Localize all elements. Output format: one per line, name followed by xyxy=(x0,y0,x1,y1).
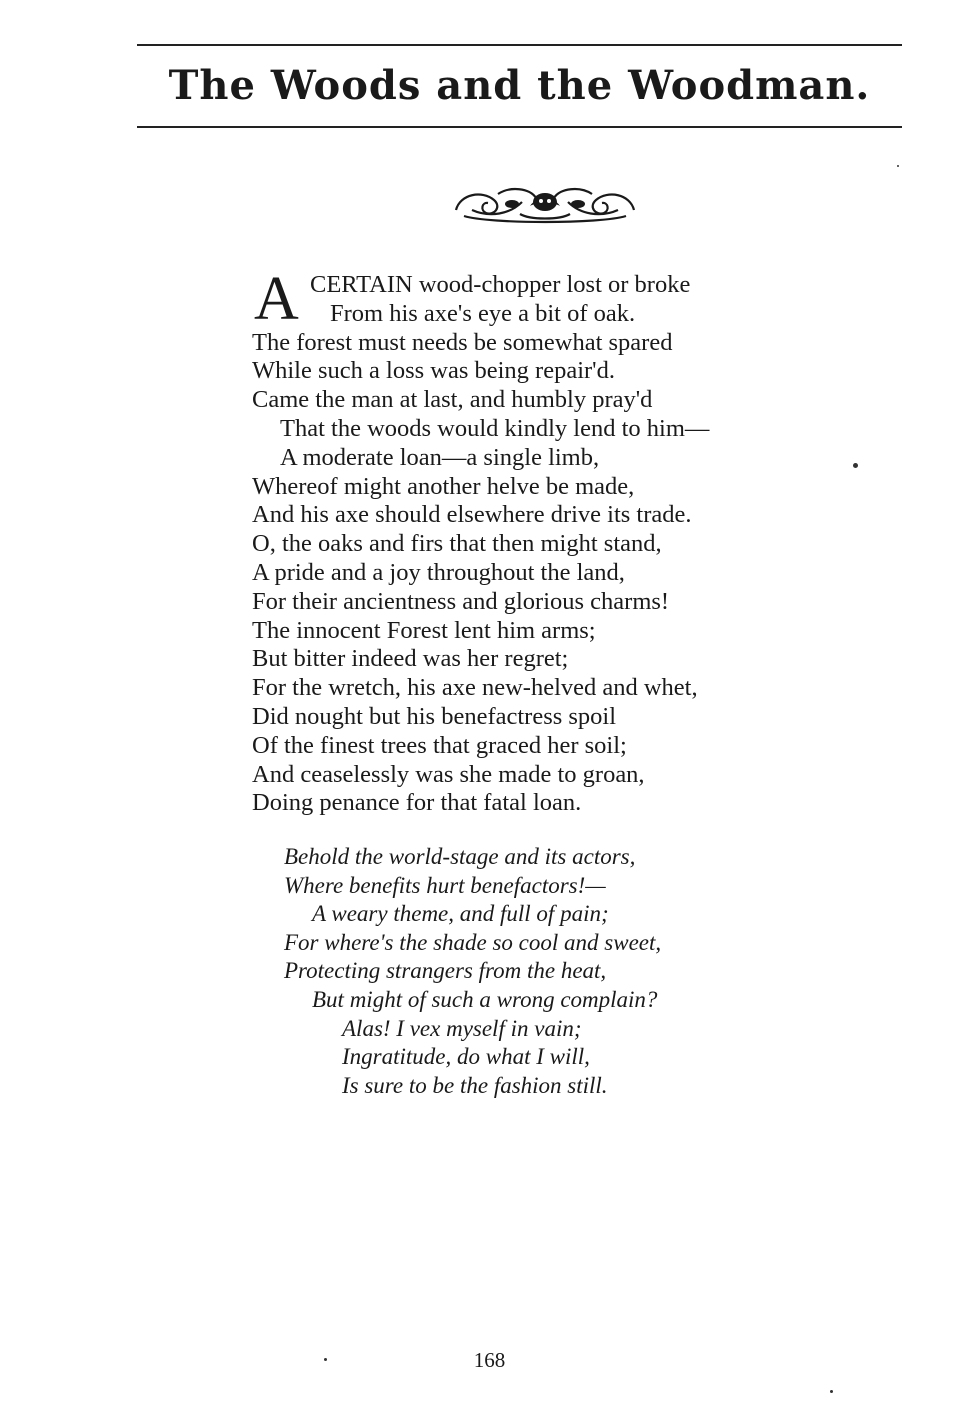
verse-line: That the woods would kindly lend to him— xyxy=(280,414,710,442)
page-number: 168 xyxy=(473,1348,506,1372)
verse-line: Came the man at last, and humbly pray'd xyxy=(252,386,653,414)
moral-line: Where benefits hurt benefactors!— xyxy=(284,872,606,898)
moral-line: Alas! I vex myself in vain; xyxy=(342,1015,582,1041)
verse-line: O, the oaks and firs that then might stand, xyxy=(252,530,662,558)
verse-line: The innocent Forest lent him arms; xyxy=(252,616,596,644)
verse-line: Did nought but his benefactress spoil xyxy=(252,702,617,730)
print-speck xyxy=(324,1358,327,1361)
top-rule xyxy=(137,44,902,46)
print-speck xyxy=(830,1390,833,1393)
verse-line: For their ancientness and glorious charms! xyxy=(252,587,670,615)
verse-line: Of the finest trees that graced her soil; xyxy=(252,731,627,759)
moral-line: Ingratitude, do what I will, xyxy=(342,1044,590,1070)
verse-line: Whereof might another helve be made, xyxy=(252,472,635,500)
scroll-ornament-icon xyxy=(450,180,640,226)
moral-line: But might of such a wrong complain? xyxy=(312,986,658,1012)
moral-line: For where's the shade so cool and sweet, xyxy=(284,929,662,955)
verse-line: CERTAIN wood-chopper lost or broke xyxy=(310,271,691,298)
verse-line: And his axe should elsewhere drive its trade. xyxy=(252,501,692,529)
moral-line: Is sure to be the fashion still. xyxy=(342,1072,608,1098)
moral-line: Behold the world-stage and its actors, xyxy=(284,844,636,869)
print-speck xyxy=(897,165,899,167)
main-stanza xyxy=(252,265,852,818)
print-speck xyxy=(853,463,858,468)
verse-line: While such a loss was being repair'd. xyxy=(252,357,615,385)
verse-line: A pride and a joy throughout the land, xyxy=(252,558,625,586)
verse-line: Doing penance for that fatal loan. xyxy=(252,789,582,817)
moral-stanza xyxy=(282,843,842,1100)
verse-line: For the wretch, his axe new-helved and whet, xyxy=(252,674,698,702)
verse-line: And ceaselessly was she made to groan, xyxy=(252,760,645,788)
verse-line: The forest must needs be somewhat spared xyxy=(252,328,673,356)
moral-line: A weary theme, and full of pain; xyxy=(312,901,609,927)
bottom-rule xyxy=(137,126,902,128)
verse-line: A moderate loan—a single limb, xyxy=(280,443,600,471)
verse-line: From his axe's eye a bit of oak. xyxy=(330,299,636,327)
verse-line: But bitter indeed was her regret; xyxy=(252,645,569,673)
page-title: The Woods and the Woodman. xyxy=(168,62,871,109)
drop-cap: A xyxy=(254,265,299,333)
moral-line: Protecting strangers from the heat, xyxy=(284,958,607,984)
